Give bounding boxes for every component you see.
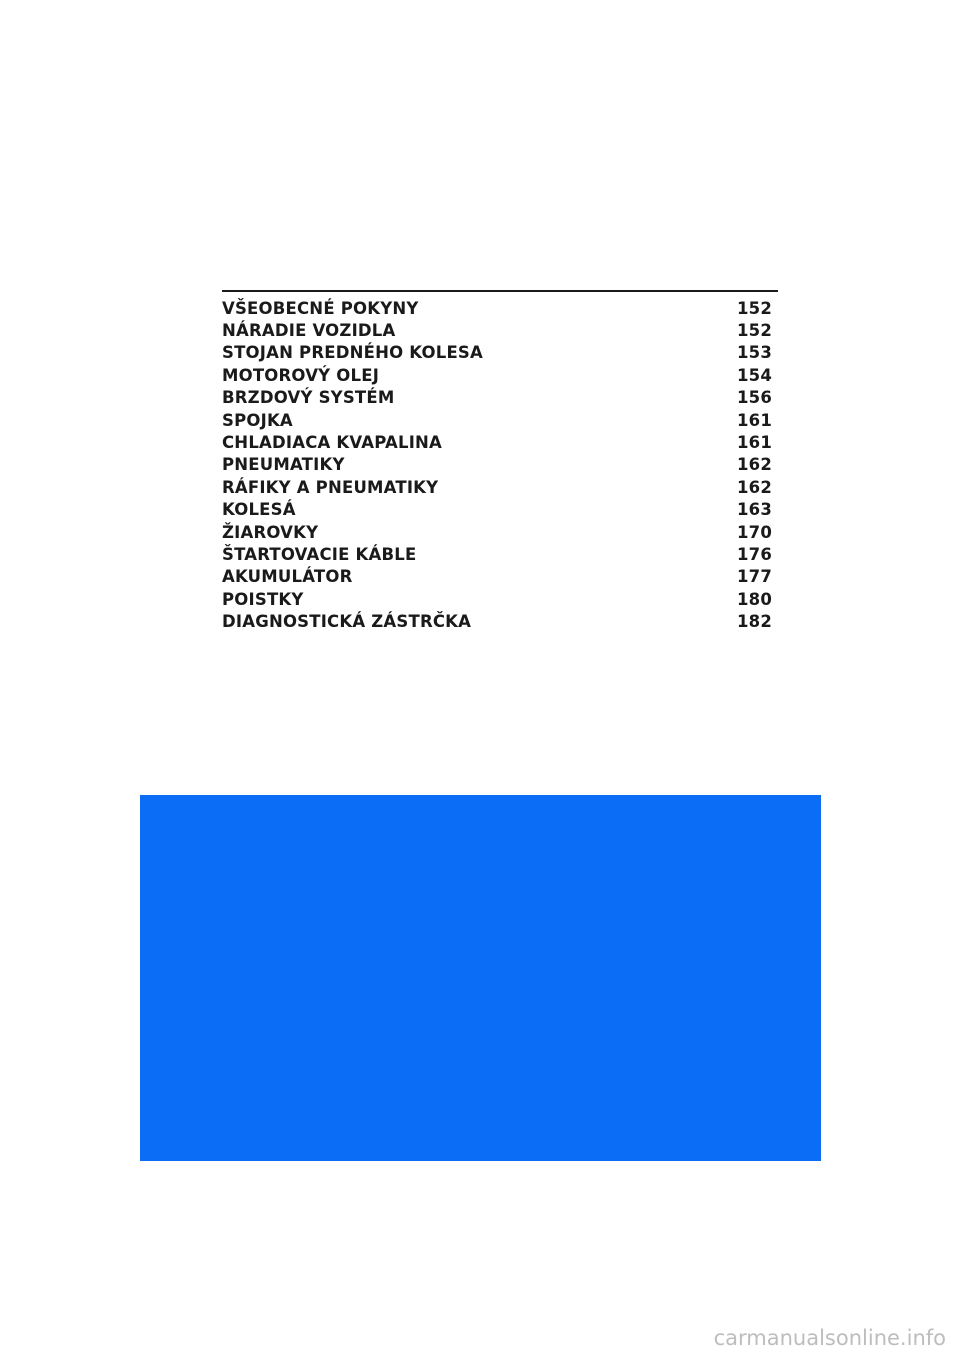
- toc-entry-title: RÁFIKY A PNEUMATIKY: [222, 477, 439, 497]
- toc-entry-page: 162: [736, 455, 772, 475]
- toc-row[interactable]: [222, 319, 778, 341]
- toc-entry-title: PNEUMATIKY: [222, 455, 345, 475]
- toc-entry-title: ŠTARTOVACIE KÁBLE: [222, 544, 417, 564]
- toc-entry-page: 152: [736, 298, 772, 318]
- toc-row[interactable]: [222, 610, 778, 632]
- toc-row[interactable]: [222, 297, 778, 319]
- toc-row[interactable]: [222, 342, 778, 364]
- toc-entry-page: 170: [736, 522, 772, 542]
- toc-entry-title: NÁRADIE VOZIDLA: [222, 321, 396, 341]
- toc-entry-page: 161: [736, 410, 772, 430]
- toc-entry-title: STOJAN PREDNÉHO KOLESA: [222, 343, 483, 363]
- toc-row[interactable]: [222, 409, 778, 431]
- toc-row[interactable]: [222, 431, 778, 453]
- toc-entry-page: 162: [736, 477, 772, 497]
- toc-entry-title: BRZDOVÝ SYSTÉM: [222, 388, 395, 408]
- watermark: carmanualsonline.info: [713, 1326, 946, 1350]
- toc-row[interactable]: [222, 454, 778, 476]
- toc-row[interactable]: [222, 387, 778, 409]
- toc-entry-page: 177: [736, 567, 772, 587]
- toc-entry-title: POISTKY: [222, 589, 304, 609]
- toc-row[interactable]: [222, 566, 778, 588]
- toc-entry-title: KOLESÁ: [222, 500, 296, 520]
- toc-entry-page: 154: [736, 365, 772, 385]
- toc-row[interactable]: [222, 588, 778, 610]
- toc-entry-page: 176: [736, 544, 772, 564]
- toc-entry-title: SPOJKA: [222, 410, 293, 430]
- toc-row[interactable]: [222, 521, 778, 543]
- toc-entry-title: MOTOROVÝ OLEJ: [222, 365, 380, 385]
- toc-entry-page: 152: [736, 321, 772, 341]
- toc-entry-page: 163: [736, 500, 772, 520]
- toc-entry-title: AKUMULÁTOR: [222, 567, 353, 587]
- toc-entry-title: DIAGNOSTICKÁ ZÁSTRČKA: [222, 612, 472, 632]
- toc-row[interactable]: [222, 543, 778, 565]
- toc-entry-page: 182: [736, 612, 772, 632]
- toc-entry-page: 180: [736, 589, 772, 609]
- table-of-contents: [222, 290, 778, 633]
- toc-row[interactable]: [222, 499, 778, 521]
- toc-entry-title: ŽIAROVKY: [222, 522, 319, 542]
- toc-entry-title: VŠEOBECNÉ POKYNY: [222, 298, 419, 318]
- toc-entry-page: 156: [736, 388, 772, 408]
- toc-entry-page: 153: [736, 343, 772, 363]
- toc-row[interactable]: [222, 364, 778, 386]
- blue-panel: [140, 795, 821, 1161]
- toc-entry-page: 161: [736, 433, 772, 453]
- toc-entry-title: CHLADIACA KVAPALINA: [222, 433, 443, 453]
- toc-row[interactable]: [222, 476, 778, 498]
